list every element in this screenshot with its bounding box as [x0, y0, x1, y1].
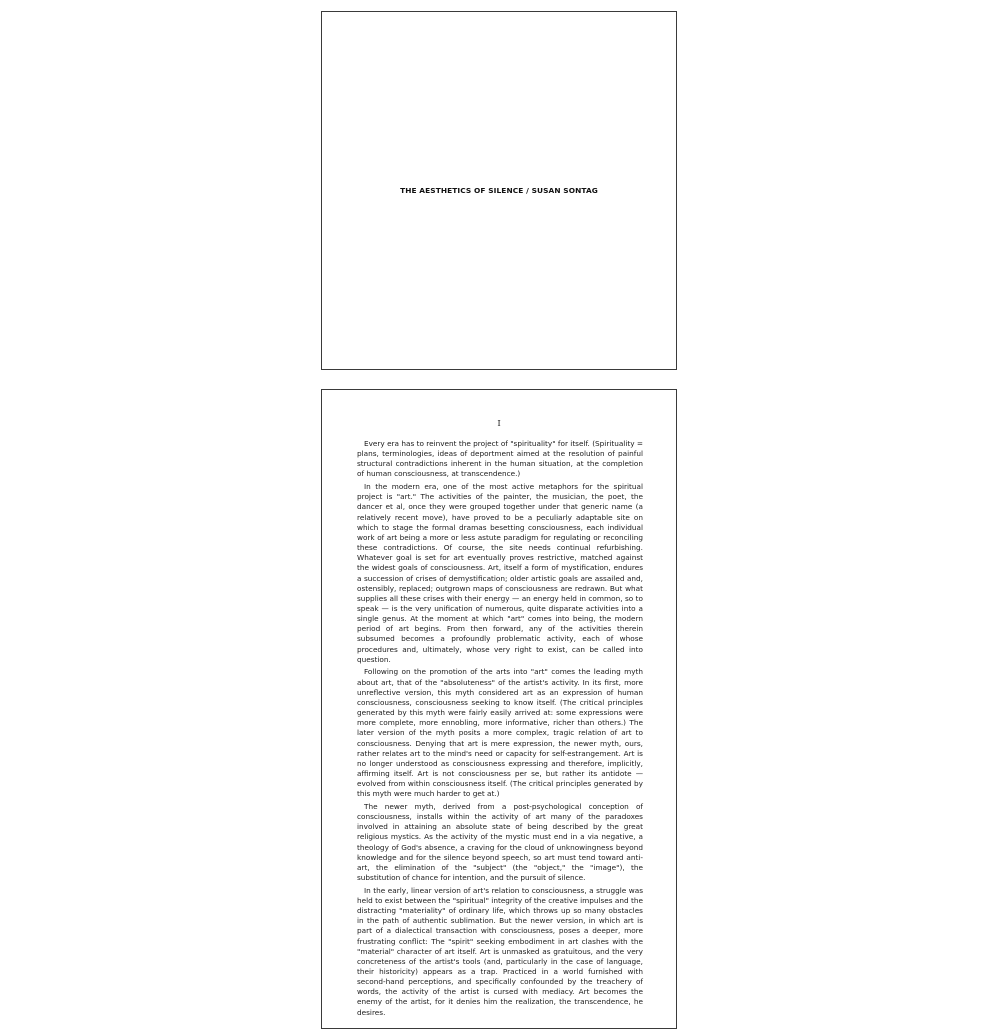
cover-page [321, 11, 677, 370]
body-text [357, 439, 643, 1020]
paragraph: Following on the promotion of the arts into "art" comes the leading myth about art, that of the "absoluteness" of the artist's activity. In its first, more unreflective version, this myth considered art as an expression of human consciousness, consciousness seeking to know itself. (The critical principles generated by this myth were fairly easily arrived at: some expressions were more complete, more ennobling, more informative, richer than others.) The later version of the myth posits a more complex, tragic relation of art to consciousness. Denying that art is mere expression, the newer myth, ours, rather relates art to the mind's need or capacity for self-estrangement. Art is no longer understood as consciousness expressing and therefore, implicitly, affirming itself. Art is not consciousness per se, but rather its antidote — evolved from within consciousness itself. (The critical principles generated by this myth were much harder to get at.) [357, 667, 643, 799]
cover-title: THE AESTHETICS OF SILENCE / SUSAN SONTAG [400, 186, 598, 195]
paragraph: Every era has to reinvent the project of "spirituality" for itself. (Spirituality = plans, terminologies, ideas of deportment aimed at the resolution of painful structural contradictions inherent in the human situation, at the completion of human consciousness, at transcendence.) [357, 439, 643, 479]
text-page [321, 389, 677, 1029]
paragraph: The newer myth, derived from a post-psychological conception of consciousness, installs within the activity of art many of the paradoxes involved in attaining an absolute state of being described by the great religious mystics. As the activity of the mystic must end in a via negative, a theology of God's absence, a craving for the cloud of unknowingness beyond knowledge and for the silence beyond speech, so art must tend toward anti-art, the elimination of the "subject" (the "object," the "image"), the substitution of chance for intention, and the pursuit of silence. [357, 801, 643, 883]
paragraph: In the early, linear version of art's relation to consciousness, a struggle was held to exist between the "spiritual" integrity of the creative impulses and the distracting "materiality" of ordinary life, which throws up so many obstacles in the path of authentic sublimation. But the newer version, in which art is part of a dialectical transaction with consciousness, poses a deeper, more frustrating conflict: The "spirit" seeking embodiment in art clashes with the "material" character of art itself. Art is unmasked as gratuitous, and the very concreteness of the artist's tools (and, particularly in the case of language, their historicity) appears as a trap. Practiced in a world furnished with second-hand perceptions, and specifically confounded by the treachery of words, the activity of the artist is cursed with mediacy. Art becomes the enemy of the artist, for it denies him the realization, the transcendence, he desires. [357, 885, 643, 1017]
paragraph: In the modern era, one of the most active metaphors for the spiritual project is "art." The activities of the painter, the musician, the poet, the dancer et al, once they were grouped together under that generic name (a relatively recent move), have proved to be a peculiarly adaptable site on which to stage the formal dramas besetting consciousness, each individual work of art being a more or less astute paradigm for regulating or reconciling these contradictions. Of course, the site needs continual refurbishing. Whatever goal is set for art eventually proves restrictive, matched against the widest goals of consciousness. Art, itself a form of mystification, endures a succession of crises of demystification; older artistic goals are assailed and, ostensibly, replaced; outgrown maps of consciousness are redrawn. But what supplies all these crises with their energy — an energy held in common, so to speak — is the very unification of numerous, quite disparate activities into a single genus. At the moment at which "art" comes into being, the modern period of art begins. From then forward, any of the activities therein subsumed becomes a profoundly problematic activity, each of whose procedures and, ultimately, whose very right to exist, can be called into question. [357, 482, 643, 664]
section-numeral: I [497, 419, 501, 429]
